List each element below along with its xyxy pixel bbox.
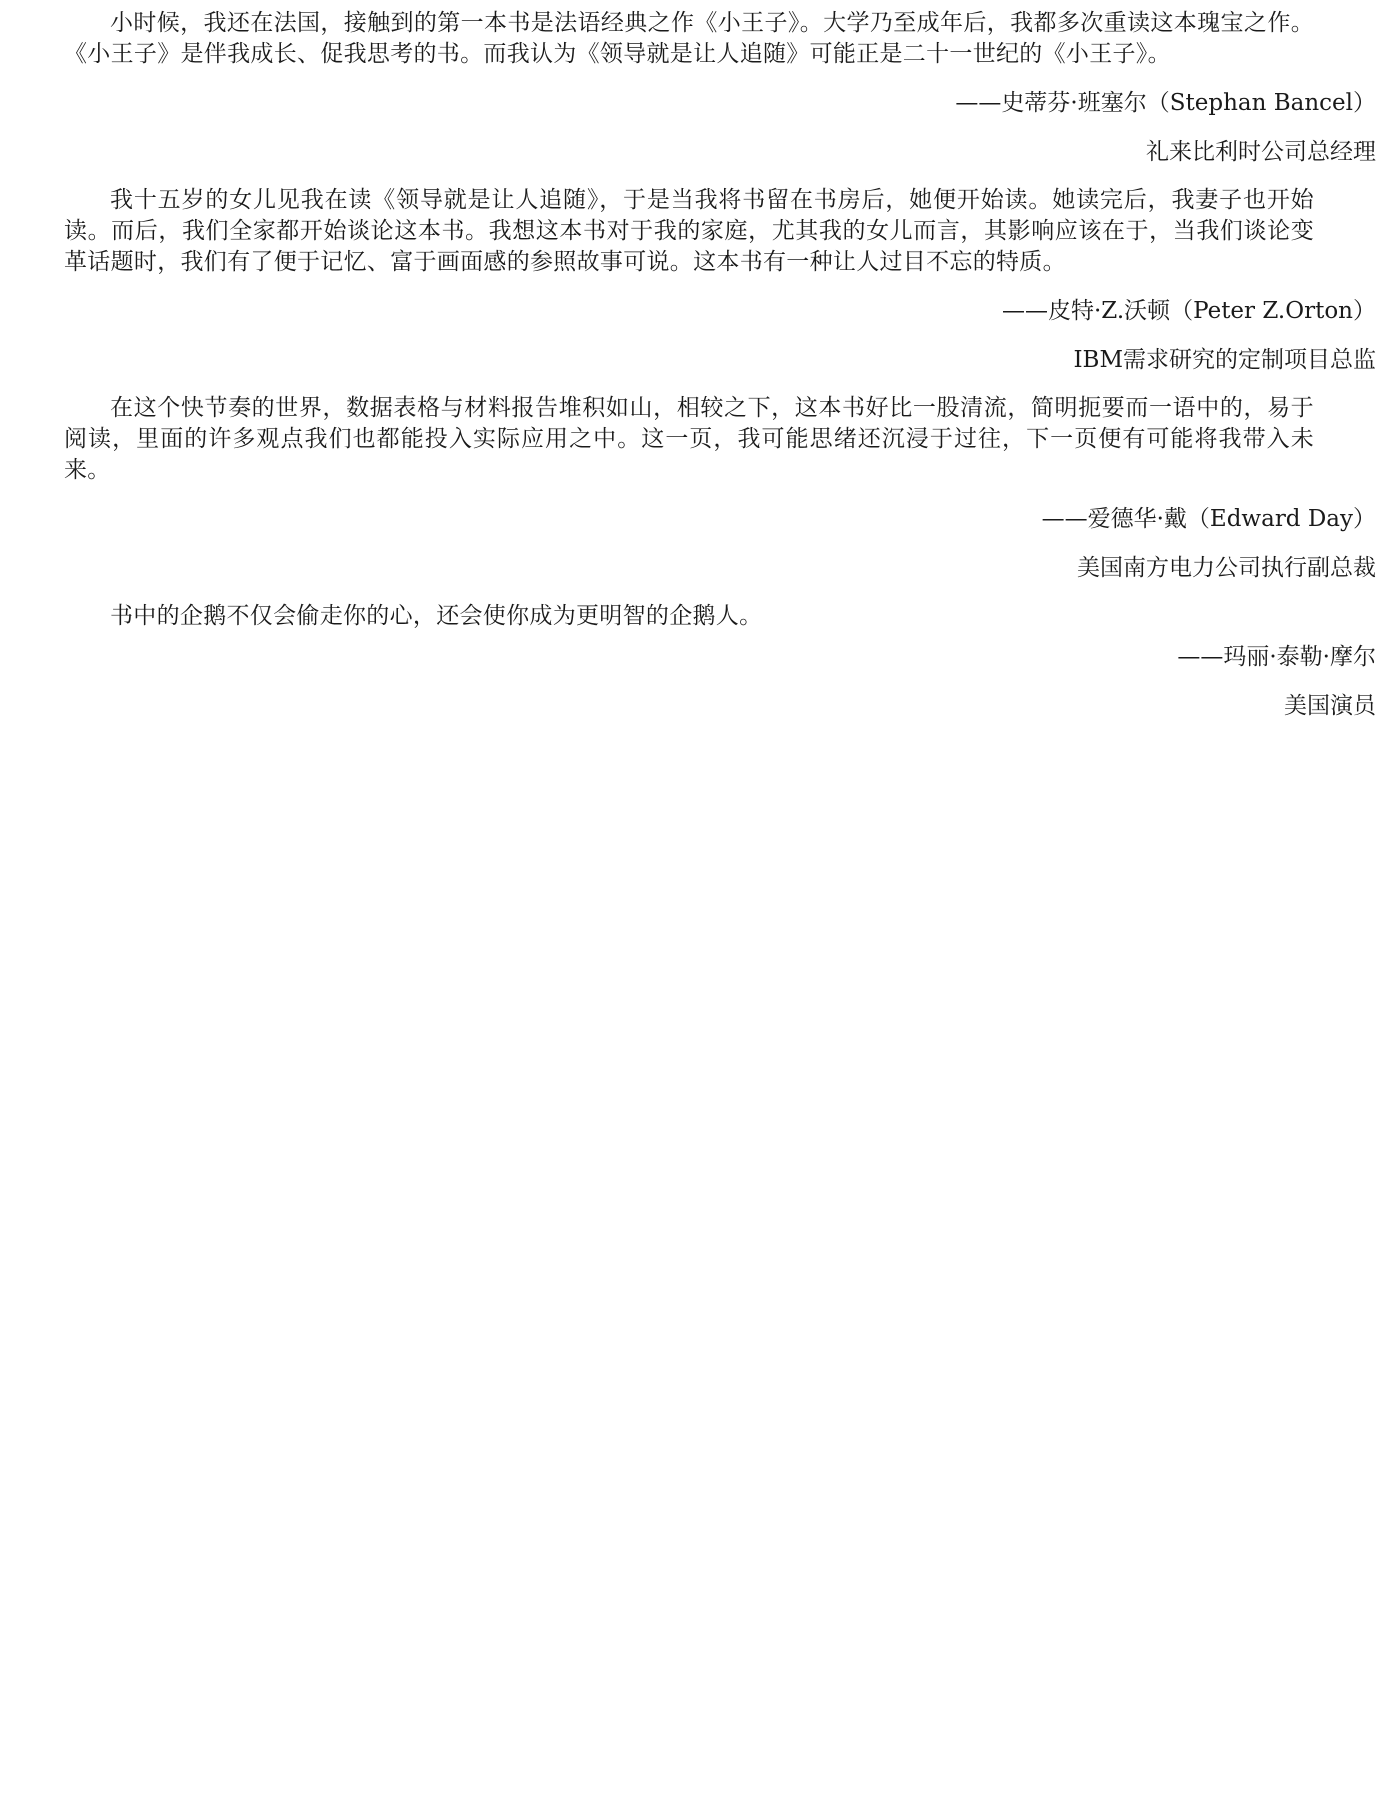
testimonial-author-title: 美国南方电力公司执行副总裁	[1077, 555, 1376, 581]
testimonial-author-title: 礼来比利时公司总经理	[1146, 139, 1376, 165]
testimonial-1	[64, 8, 1376, 168]
testimonial-quote: 小时候，我还在法国，接触到的第一本书是法语经典之作《小王子》。大学乃至成年后，我都多次重读这本瑰宝之作。《小王子》是伴我成长、促我思考的书。而我认为《领导就是让人追随》可能正是二十一世纪的《小王子》。	[64, 10, 1314, 67]
testimonial-author: ——史蒂芬·班塞尔（Stephan Bancel）	[955, 90, 1376, 116]
testimonial-author-title: 美国演员	[1284, 693, 1376, 719]
page-content	[64, 8, 1376, 722]
testimonial-4	[64, 601, 1376, 722]
testimonial-author: ——皮特·Z.沃顿（Peter Z.Orton）	[1001, 298, 1376, 324]
testimonial-3	[64, 393, 1376, 584]
testimonial-quote: 书中的企鹅不仅会偷走你的心，还会使你成为更明智的企鹅人。	[110, 603, 763, 629]
testimonial-2	[64, 185, 1376, 376]
testimonial-quote: 我十五岁的女儿见我在读《领导就是让人追随》，于是当我将书留在书房后，她便开始读。她读完后，我妻子也开始读。而后，我们全家都开始谈论这本书。我想这本书对于我的家庭，尤其我的女儿而言，其影响应该在于，当我们谈论变革话题时，我们有了便于记忆、富于画面感的参照故事可说。这本书有一种让人过目不忘的特质。	[64, 187, 1314, 275]
testimonial-author: ——爱德华·戴（Edward Day）	[1041, 506, 1376, 532]
testimonial-author-title: IBM需求研究的定制项目总监	[1073, 347, 1376, 373]
testimonial-author: ——玛丽·泰勒·摩尔	[1177, 644, 1376, 670]
testimonial-quote: 在这个快节奏的世界，数据表格与材料报告堆积如山，相较之下，这本书好比一股清流，简明扼要而一语中的，易于阅读，里面的许多观点我们也都能投入实际应用之中。这一页，我可能思绪还沉浸于过往，下一页便有可能将我带入未来。	[64, 395, 1314, 483]
